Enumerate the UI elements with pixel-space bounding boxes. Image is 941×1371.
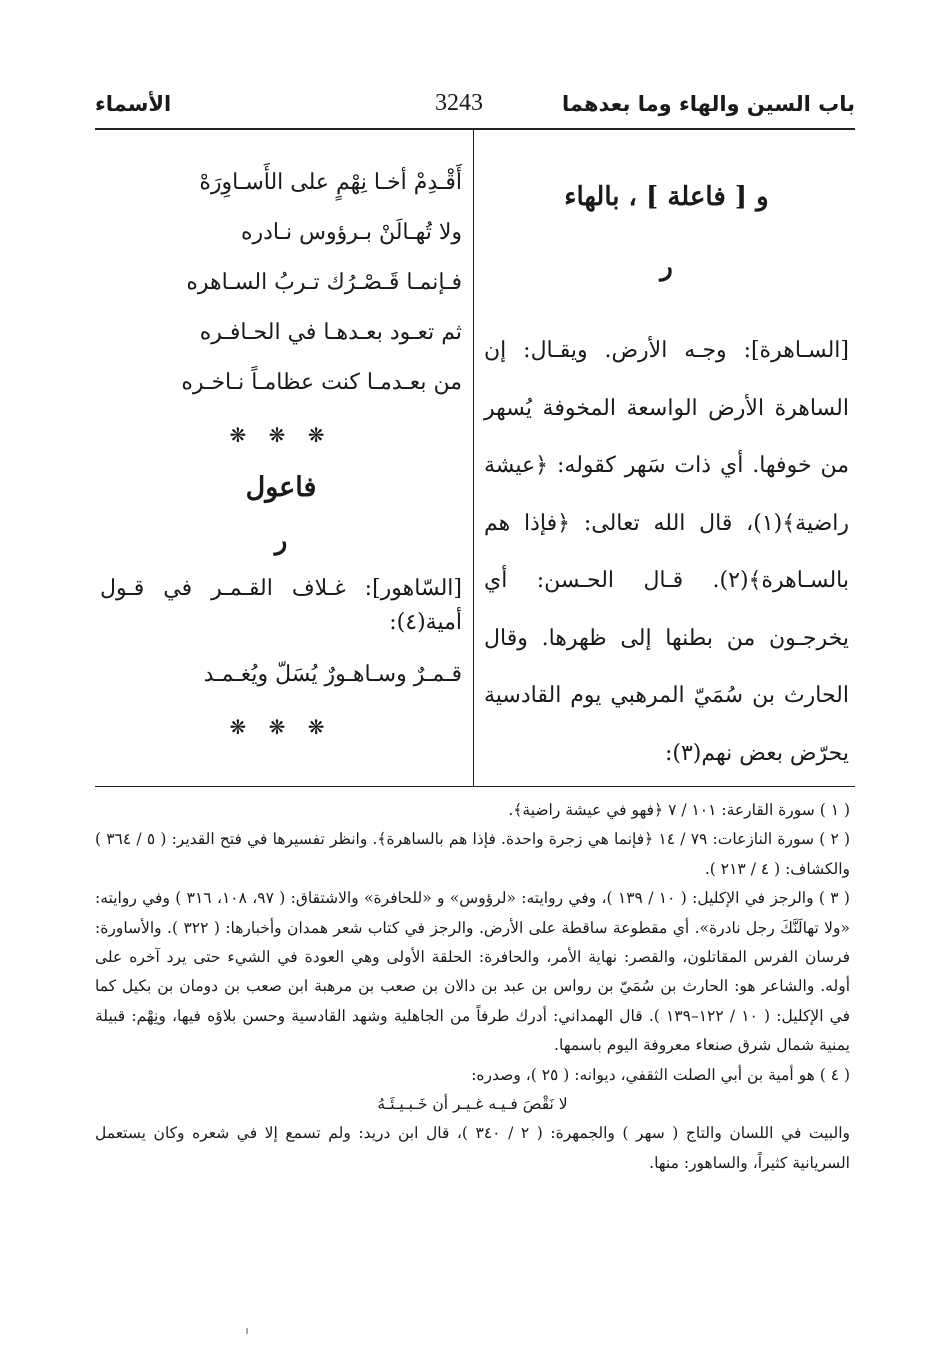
verse-line-1: أَقْـدِمْ أخـا نِهْمٍ على الأَسـاوِرَهْ	[199, 170, 462, 195]
column-divider	[473, 128, 474, 786]
right-letter-heading: ر	[660, 252, 673, 282]
section-label: الأسماء	[95, 92, 172, 116]
footnote-2: ( ٢ ) سورة النازعات: ٧٩ / ١٤ ﴿فإنما هي زجرة واحدة. فإذا هم بالساهرة﴾. وانظر تفسيرها في فتح القدير: ( ٥ / ٣٦٤ ) والكشاف: ( ٤ / ٢١٣ ).	[95, 830, 851, 878]
header-rule	[95, 128, 855, 130]
verse-line-3: فـإنمـا قَـصْـرُك تـربُ السـاهره	[186, 270, 462, 295]
verse-line-2: ولا تُهـالَنْ بـرؤوس نـادره	[240, 220, 462, 245]
right-section-title: و [ فاعلة ] ، بالهاء	[564, 182, 769, 212]
page-number: 3243	[435, 90, 483, 116]
verse-line-4: ثم تعـود بعـدهـا في الحـافـره	[199, 320, 462, 345]
right-entry-paragraph: [السـاهرة]: وجـه الأرض. ويقـال: إن الساهرة الأرض الواسعة المخوفة يُسهر من خوفها. أي ذات سَهر كقوله: ﴿عيشة راضية﴾(١)، قال الله تعالى: ﴿فإذا هم بالسـاهرة﴾(٢). قـال الحـسن: أي يخرجـون من بطنها إلى ظهرها. وقال الحارث بن سُمَيّ المرهبي يوم القادسية يحرّض بعض نهم(٣):	[484, 338, 849, 766]
left-entry-paragraph: [السّاهور]: غـلاف القـمـر في قـول أمية(٤):	[100, 576, 462, 635]
verse-line-5: من بعـدمـا كنت عظامـاً نـاخـره	[181, 370, 462, 395]
scan-mark	[246, 1328, 248, 1334]
chapter-title: باب السين والهاء وما بعدهما	[562, 92, 855, 116]
footnote-rule	[95, 786, 855, 787]
footnote-4-verse: لا نَقْصَ فـيـه غـيـر أن خَـبـيـئَـهُ	[377, 1095, 568, 1114]
stars-separator-1: ❋ ❋ ❋	[229, 423, 333, 447]
stars-separator-2: ❋ ❋ ❋	[229, 715, 333, 739]
left-letter-heading: ر	[274, 526, 288, 556]
footnote-4-continued: والبيت في اللسان والتاج ( سهر ) والجمهرة: ( ٢ / ٣٤٠ )، قال ابن دريد: ولم تسمع إلا في شعره وكان يستعمل السريانية كثيراً، والساهور: منها.	[95, 1124, 850, 1172]
right-column	[484, 168, 849, 782]
left-verse: قـمـرٌ وسـاهـورٌ يُسَلّ ويُغـمـد	[203, 662, 462, 687]
left-column	[100, 158, 462, 754]
footnotes	[95, 796, 850, 1178]
footnote-4: ( ٤ ) هو أمية بن أبي الصلت الثقفي، ديوانه: ( ٢٥ )، وصدره:	[471, 1065, 850, 1084]
footnote-1: ( ١ ) سورة القارعة: ١٠١ / ٧ ﴿فهو في عيشة راضية﴾.	[508, 801, 850, 819]
footnote-3: ( ٣ ) والرجز في الإكليل: ( ١٠ / ١٣٩ )، وفي روايته: «لرؤوس» و «للحافرة» والاشتقاق: ( ٩٧، ١٠٨، ٣١٦ ) وفي روايته: «ولا تهالَنَّكَ رجل نادرة». أي مقطوعة ساقطة على الأرض. والرجز في كتاب شعر همدان وأخبارها: ( ٣٢٢ ). والأساورة: فرسان الفرس المقاتلون، والقصر: نهاية الأمر، والحافرة: الحلقة الأولى وهي العودة في الشيء حتى يرد آخره على أوله. والشاعر هو: الحارث بن سُمَيّ بن رواس بن عبد بن دالان بن صعب بن مرهبة ابن صعب بن دومان بن بكيل كما في الإكليل: ( ١٠ / ١٢٢–١٣٩ ). قال الهمداني: أدرك طرفاً من الجاهلية وشهد القادسية وحسن بلاؤه فيها، ونِهْم: قبيلة يمنية شمال شرق صنعاء معروفة اليوم باسمها.	[95, 889, 851, 1055]
page-header	[95, 90, 855, 126]
left-section-title: فاعول	[245, 472, 317, 503]
